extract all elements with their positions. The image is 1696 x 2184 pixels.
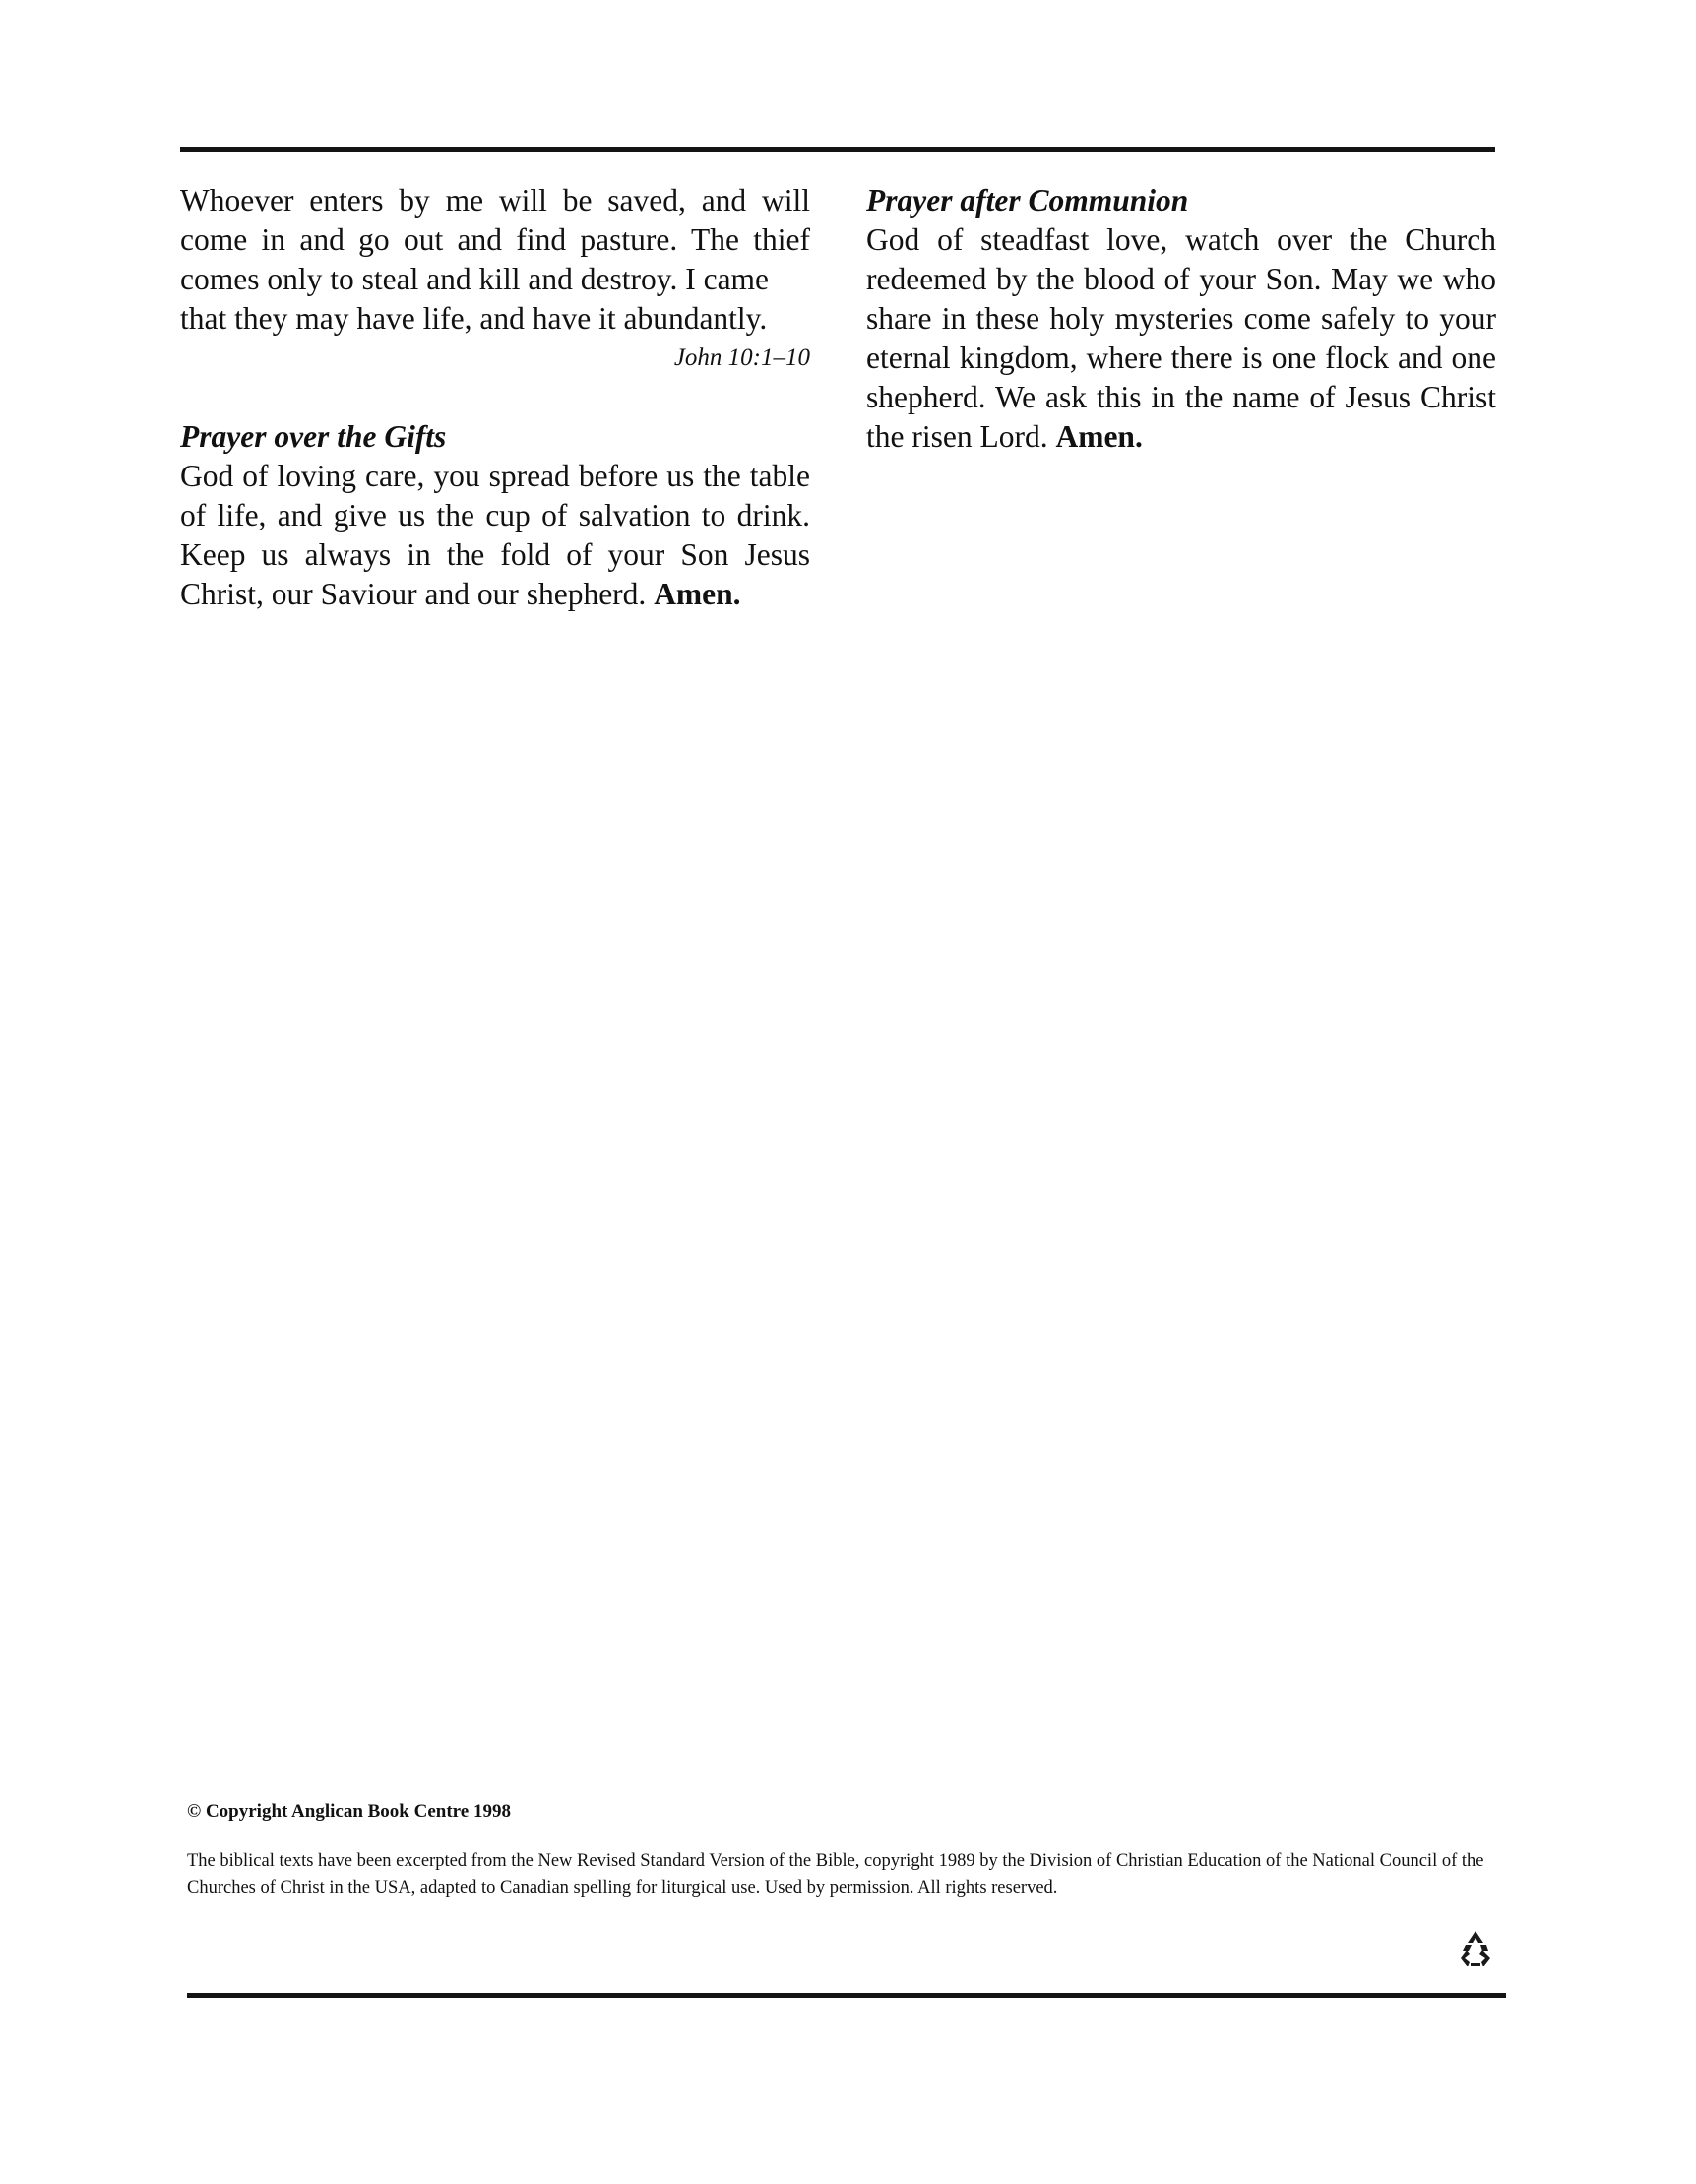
reading-line: comes only to steal and kill and destroy. I came: [180, 262, 770, 296]
right-column: [866, 181, 1496, 457]
communion-prayer: [866, 220, 1496, 457]
top-rule: [180, 147, 1495, 152]
reading-line: Whoever enters by me will be saved, and will: [180, 183, 810, 218]
gospel-reading: [180, 181, 810, 339]
reading-citation: John 10:1–10: [673, 344, 810, 371]
bottom-rule: [187, 1993, 1506, 1998]
gifts-heading: Prayer over the Gifts: [180, 419, 447, 454]
copyright-line: © Copyright Anglican Book Centre 1998: [187, 1801, 511, 1822]
communion-prayer-text: God of steadfast love, watch over the Church redeemed by the blood of your Son. May we who share in these holy mysteries come safely to your eternal kingdom, where there is one flock and one shepherd. We ask this in the name of Jesus Christ the risen Lord.: [866, 222, 1496, 454]
permission-notice: The biblical texts have been excerpted from the New Revised Standard Version of the Bible, copyright 1989 by the Division of Christian Education of the National Council of the Churches of Christ in the USA, adapted to Canadian spelling for liturgical use. Used by permission. All rights reserved.: [187, 1851, 1484, 1898]
recycle-icon: [1453, 1925, 1498, 1970]
communion-heading: Prayer after Communion: [866, 183, 1189, 218]
reading-line: come in and go out and find pasture. The thief: [180, 222, 810, 257]
gifts-prayer-text: God of loving care, you spread before us the table of life, and give us the cup of salvation to drink. Keep us always in the fold of your Son Jesus Christ, our Saviour and our shepherd.: [180, 459, 810, 611]
reading-line: that they may have life, and have it abundantly.: [180, 301, 768, 336]
gifts-prayer: [180, 457, 810, 614]
gifts-amen: Amen.: [654, 577, 741, 611]
communion-amen: Amen.: [1055, 419, 1143, 454]
left-column: [180, 181, 810, 614]
